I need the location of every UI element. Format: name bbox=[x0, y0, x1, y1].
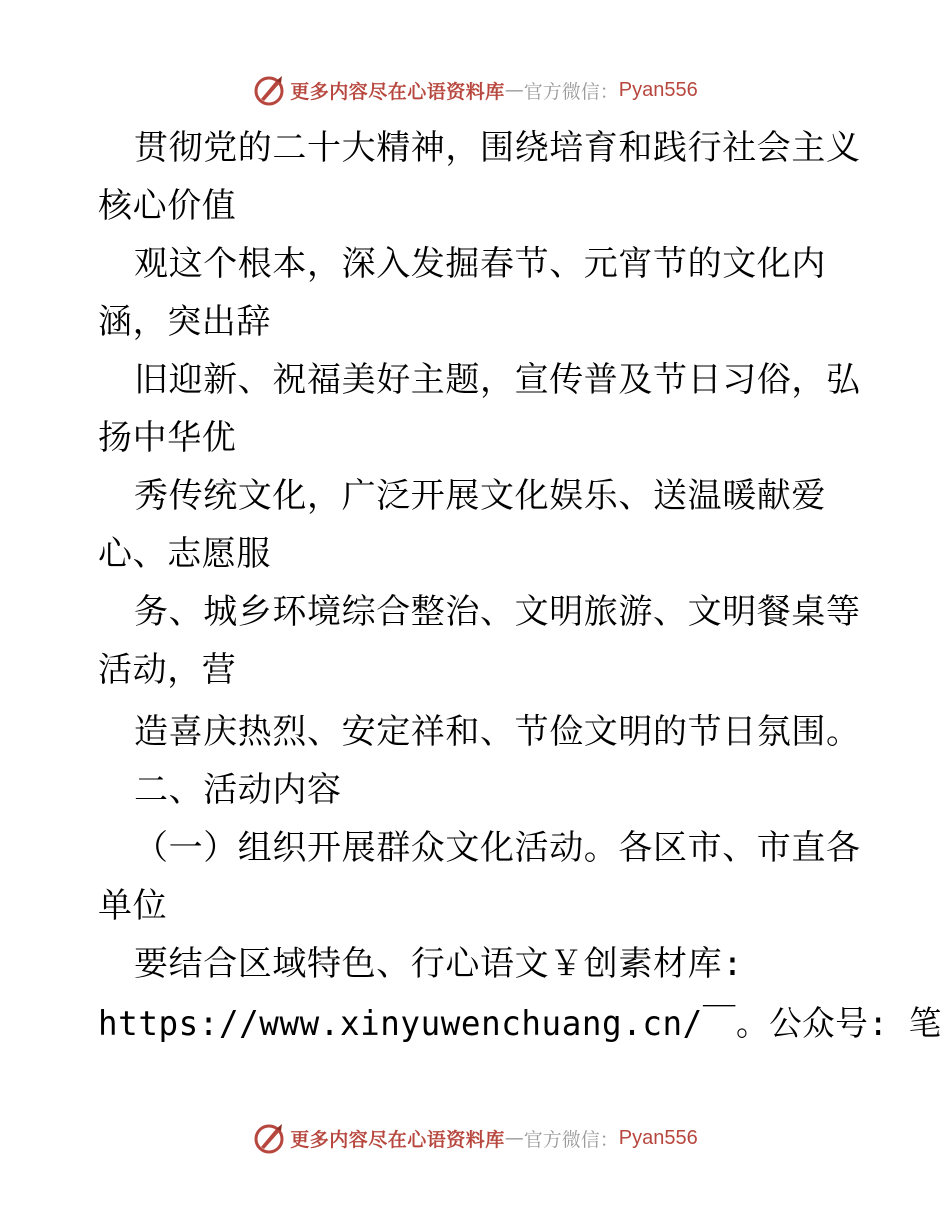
section-heading: 二、活动内容 bbox=[134, 770, 342, 810]
body-line: 务、城乡环境综合整治、文明旅游、文明餐桌等 bbox=[134, 592, 861, 632]
watermark-wechat-label: 官方微信： bbox=[523, 1128, 619, 1151]
watermark-wechat-label: 官方微信： bbox=[523, 80, 619, 103]
footer-watermark bbox=[0, 1118, 950, 1158]
body-line: 观这个根本，深入发掘春节、元宵节的文化内 bbox=[134, 244, 826, 284]
body-line: 心、志愿服 bbox=[98, 534, 271, 574]
body-line: 涵，突出辞 bbox=[98, 302, 271, 342]
body-line: 旧迎新、祝福美好主题，宣传普及节日习俗，弘 bbox=[134, 360, 861, 400]
body-line: 造喜庆热烈、安定祥和、节俭文明的节日氛围。 bbox=[134, 712, 861, 752]
body-line: 核心价值 bbox=[98, 186, 237, 226]
quill-logo-icon bbox=[252, 1121, 286, 1155]
body-line: 单位 bbox=[98, 886, 168, 926]
body-line: 活动，营 bbox=[98, 650, 237, 690]
watermark-separator: — bbox=[504, 1127, 524, 1149]
body-line: 秀传统文化，广泛开展文化娱乐、送温暖献爱 bbox=[134, 476, 826, 516]
header-watermark bbox=[0, 70, 950, 110]
watermark-separator: — bbox=[504, 79, 524, 101]
watermark-title: 更多内容尽在心语资料库 bbox=[290, 1128, 505, 1151]
body-line: 要结合区域特色、行心语文￥创素材库: bbox=[134, 944, 744, 984]
body-line: 扬中华优 bbox=[98, 418, 237, 458]
watermark-wechat-id: Pyan556 bbox=[618, 78, 698, 101]
watermark-wechat-id: Pyan556 bbox=[618, 1126, 698, 1149]
quill-logo-icon bbox=[252, 73, 286, 107]
body-line: （一）组织开展群众文化活动。各区市、市直各 bbox=[134, 828, 861, 868]
watermark-title: 更多内容尽在心语资料库 bbox=[290, 80, 505, 103]
body-line: 贯彻党的二十大精神，围绕培育和践行社会主义 bbox=[134, 128, 861, 168]
url-line: https://www.xinyuwenchuang.cn/￣。公众号: 笔 bbox=[98, 1004, 942, 1044]
